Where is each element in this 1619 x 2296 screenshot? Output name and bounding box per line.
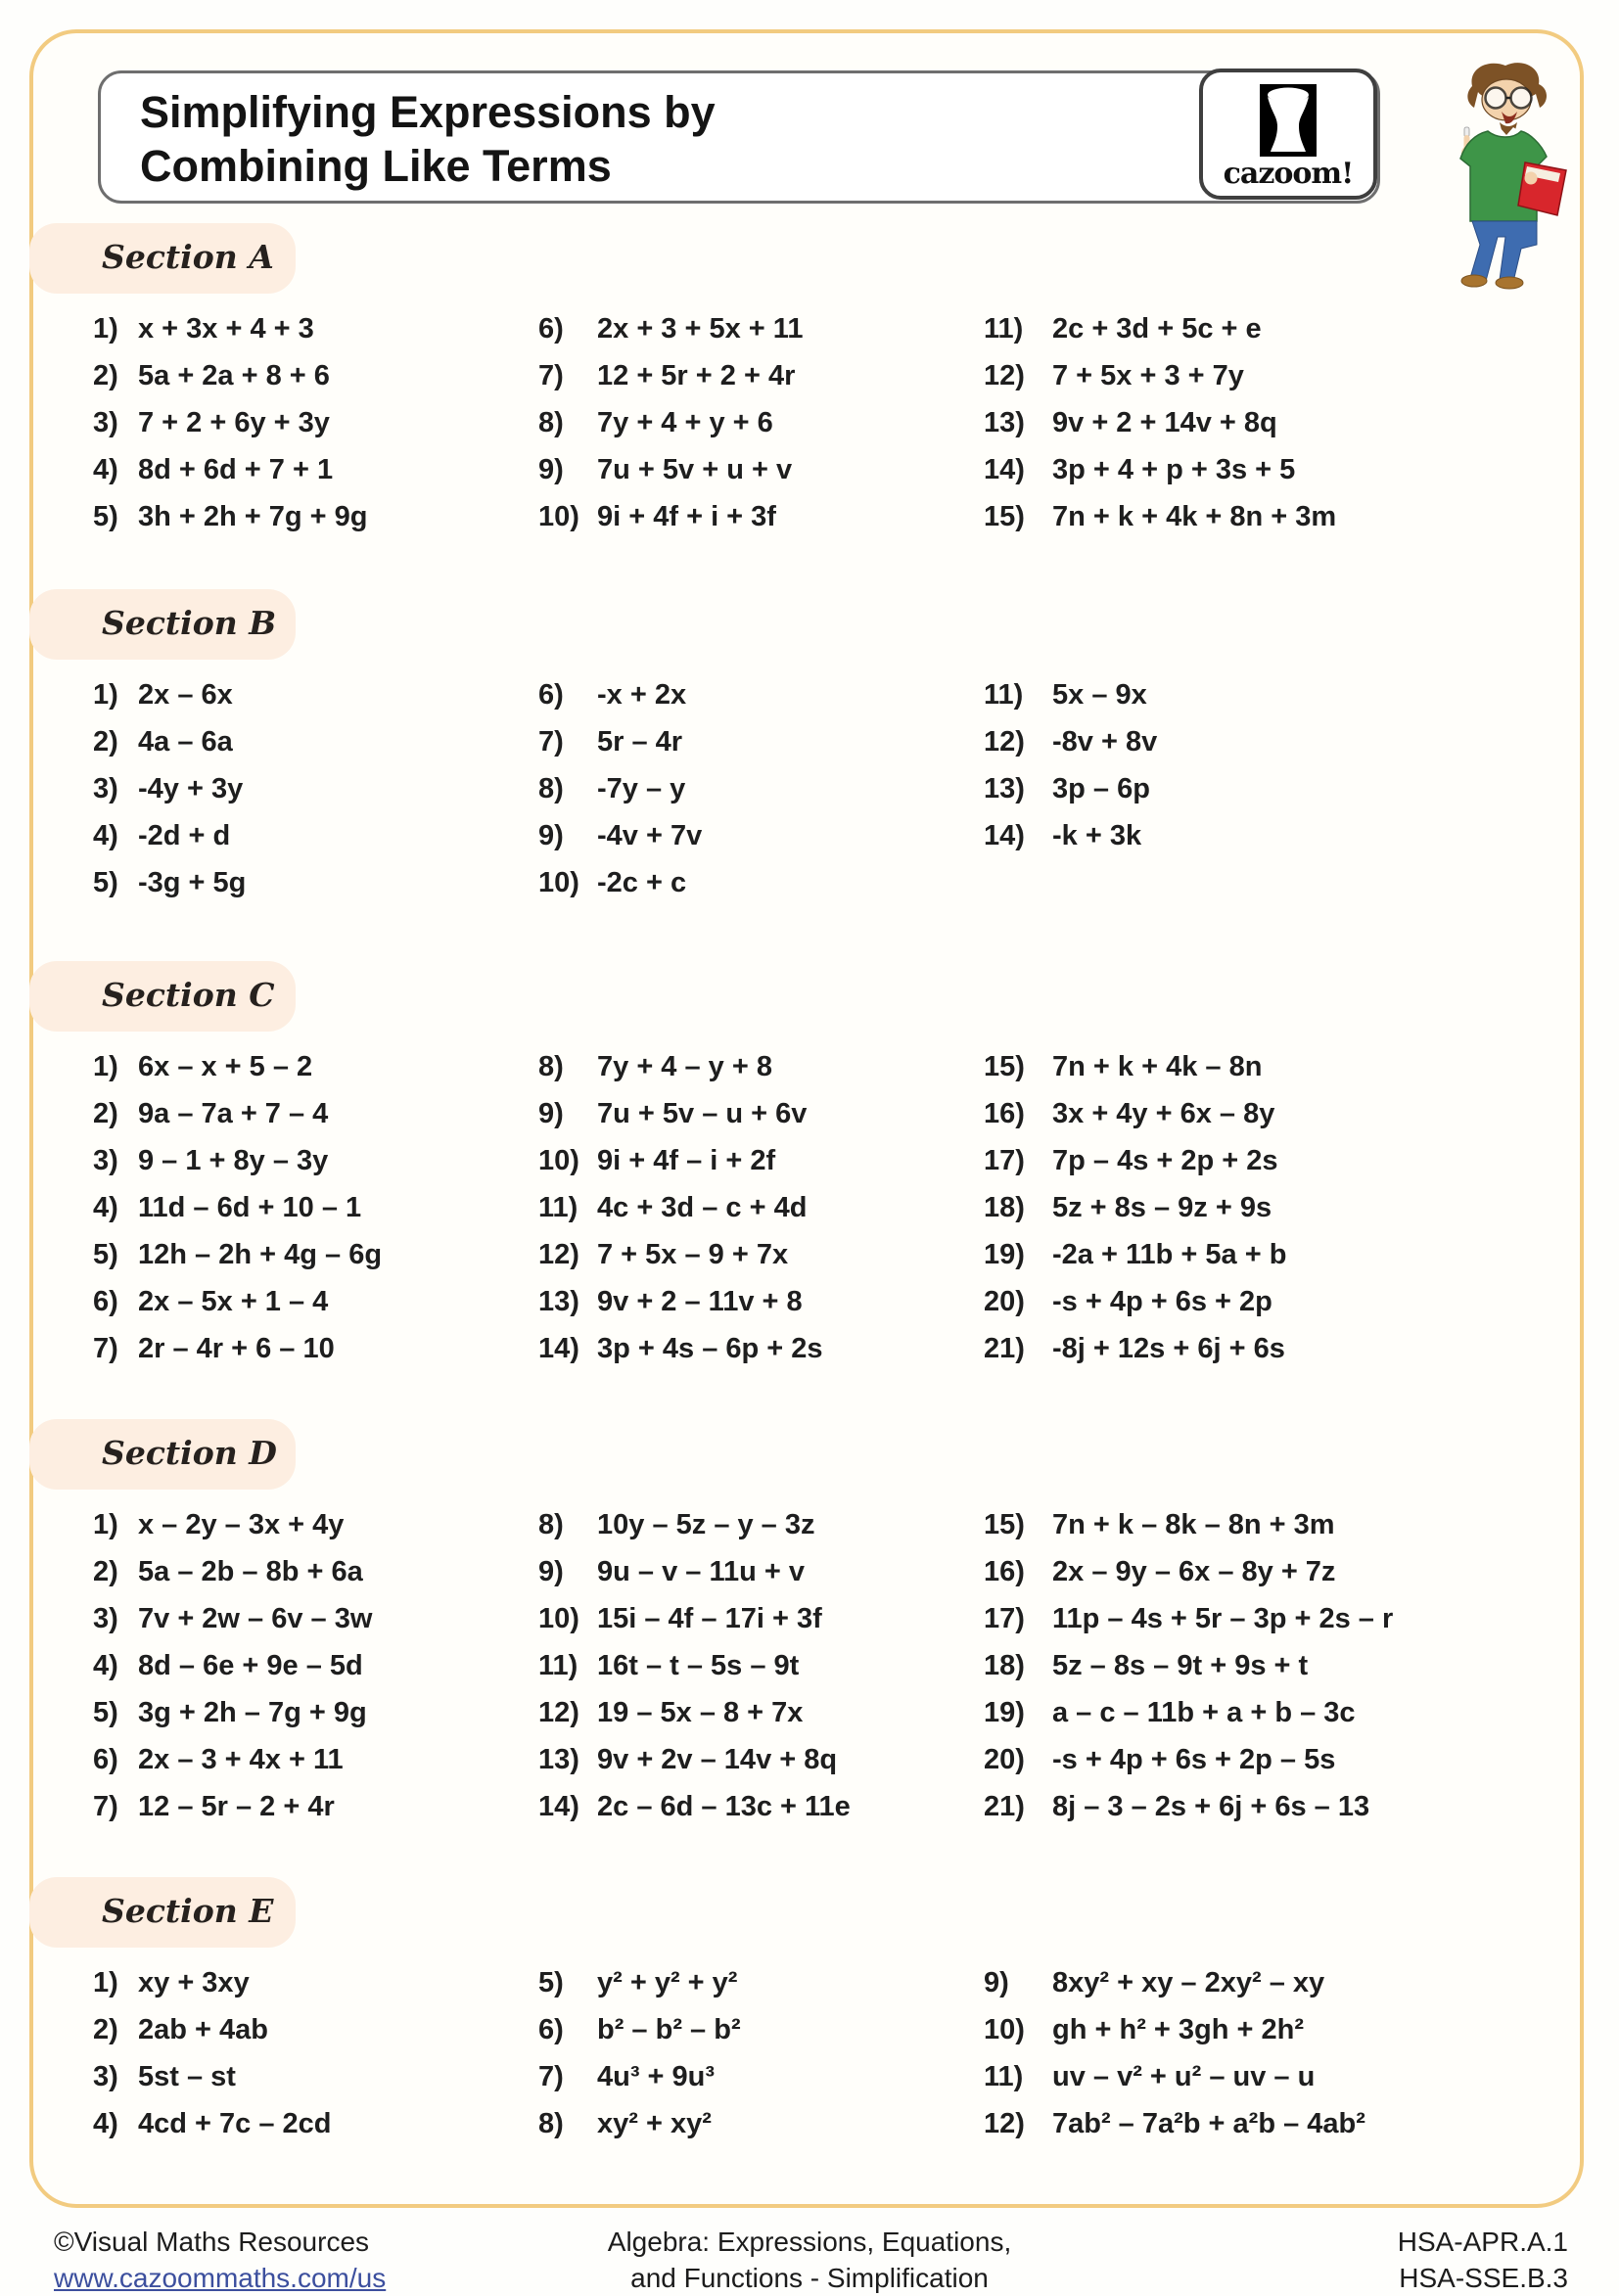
problem-expression: x – 2y – 3x + 4y xyxy=(138,1508,345,1540)
problem-expression: 9 – 1 + 8y – 3y xyxy=(138,1144,329,1176)
problem-expression: 3h + 2h + 7g + 9g xyxy=(138,500,368,532)
problem-item xyxy=(984,812,1157,859)
problem-expression: 2x – 6x xyxy=(138,678,233,711)
problem-item xyxy=(984,446,1336,493)
section-label: Section E xyxy=(102,1892,274,1930)
section-label: Section A xyxy=(102,238,274,276)
problem-number: 3) xyxy=(93,1602,118,1634)
problem-expression: 7 + 5x + 3 + 7y xyxy=(1052,359,1244,391)
page-title-line-2: Combining Like Terms xyxy=(140,141,612,191)
problem-expression: 15i – 4f – 17i + 3f xyxy=(597,1602,822,1634)
problem-expression: 4cd + 7c – 2cd xyxy=(138,2107,332,2139)
problem-number: 2) xyxy=(93,1097,118,1129)
problem-item xyxy=(538,2053,741,2100)
problems-column xyxy=(93,671,246,906)
problem-number: 10) xyxy=(538,1144,579,1176)
cazoom-logo-text: cazoom! xyxy=(1223,157,1354,191)
problem-item xyxy=(93,1501,372,1548)
problem-item xyxy=(538,2006,741,2053)
problem-number: 12) xyxy=(538,1696,579,1728)
problem-item xyxy=(984,1959,1365,2006)
problem-number: 1) xyxy=(93,312,118,344)
problems-column xyxy=(984,1501,1393,1830)
problem-number: 7) xyxy=(93,1332,118,1364)
problem-expression: -8v + 8v xyxy=(1052,725,1158,758)
problem-item xyxy=(538,1959,741,2006)
problem-number: 1) xyxy=(93,1050,118,1082)
problems-column xyxy=(93,1959,332,2147)
problem-number: 4) xyxy=(93,1649,118,1681)
problem-number: 4) xyxy=(93,2107,118,2139)
problem-number: 17) xyxy=(984,1144,1025,1176)
problem-number: 9) xyxy=(538,819,564,851)
problem-item xyxy=(93,765,246,812)
problem-number: 6) xyxy=(538,312,564,344)
problem-expression: 7 + 2 + 6y + 3y xyxy=(138,406,330,438)
problem-item xyxy=(93,1783,372,1830)
problem-item xyxy=(538,446,803,493)
problem-item xyxy=(984,1689,1393,1736)
problem-number: 9) xyxy=(538,453,564,485)
problem-number: 10) xyxy=(538,1602,579,1634)
problem-number: 5) xyxy=(93,1238,118,1270)
section-label: Section B xyxy=(102,604,277,642)
problem-item xyxy=(538,1090,823,1137)
problem-expression: 9i + 4f + i + 3f xyxy=(597,500,776,532)
problem-number: 4) xyxy=(93,1191,118,1223)
problem-expression: xy + 3xy xyxy=(138,1966,250,1998)
problem-item xyxy=(93,718,246,765)
problem-number: 21) xyxy=(984,1790,1025,1822)
problem-number: 16) xyxy=(984,1555,1025,1587)
problem-item xyxy=(538,1278,823,1325)
problem-item xyxy=(984,2053,1365,2100)
problem-item xyxy=(538,1137,823,1184)
problem-number: 1) xyxy=(93,1966,118,1998)
problem-number: 9) xyxy=(538,1555,564,1587)
problem-item xyxy=(984,718,1157,765)
problem-number: 9) xyxy=(984,1966,1009,1998)
problem-expression: -2a + 11b + 5a + b xyxy=(1052,1238,1287,1270)
problem-expression: -2d + d xyxy=(138,819,231,851)
problem-item xyxy=(93,1231,382,1278)
problem-expression: 7n + k + 4k + 8n + 3m xyxy=(1052,500,1337,532)
problem-item xyxy=(93,2006,332,2053)
problem-number: 2) xyxy=(93,359,118,391)
problem-number: 2) xyxy=(93,2013,118,2045)
problem-item xyxy=(984,352,1336,399)
footer-copyright: ©Visual Maths Resources xyxy=(54,2227,370,2257)
problem-expression: 7v + 2w – 6v – 3w xyxy=(138,1602,373,1634)
title-box xyxy=(98,70,1380,204)
problems-column xyxy=(93,305,368,540)
problem-number: 13) xyxy=(538,1285,579,1317)
problem-number: 7) xyxy=(538,359,564,391)
problem-number: 12) xyxy=(984,359,1025,391)
problems-column xyxy=(93,1501,372,1830)
problems-column xyxy=(984,1043,1286,1372)
problem-item xyxy=(984,1595,1393,1642)
problem-item xyxy=(984,1090,1286,1137)
problem-item xyxy=(984,1783,1393,1830)
problem-number: 1) xyxy=(93,1508,118,1540)
problems-column xyxy=(538,305,803,540)
footer-standard-1: HSA-APR.A.1 xyxy=(1397,2227,1568,2257)
problems-column xyxy=(538,671,702,906)
problem-expression: 12h – 2h + 4g – 6g xyxy=(138,1238,383,1270)
problem-number: 6) xyxy=(93,1285,118,1317)
problem-expression: 5z + 8s – 9z + 9s xyxy=(1052,1191,1272,1223)
section-label: Section C xyxy=(102,976,275,1014)
problem-expression: -2c + c xyxy=(597,866,687,898)
problem-expression: -4y + 3y xyxy=(138,772,244,804)
problem-expression: y² + y² + y² xyxy=(597,1966,738,1998)
problem-number: 7) xyxy=(93,1790,118,1822)
problem-number: 18) xyxy=(984,1191,1025,1223)
problem-number: 8) xyxy=(538,406,564,438)
problem-expression: 2x – 3 + 4x + 11 xyxy=(138,1743,344,1775)
problem-number: 15) xyxy=(984,500,1025,532)
problem-expression: 7 + 5x – 9 + 7x xyxy=(597,1238,789,1270)
problem-expression: 5z – 8s – 9t + 9s + t xyxy=(1052,1649,1309,1681)
problem-item xyxy=(93,446,368,493)
problem-expression: 7ab² – 7a²b + a²b – 4ab² xyxy=(1052,2107,1365,2139)
problem-expression: -4v + 7v xyxy=(597,819,703,851)
problem-item xyxy=(93,1278,382,1325)
problem-expression: xy² + xy² xyxy=(597,2107,712,2139)
problem-item xyxy=(538,1043,823,1090)
problem-item xyxy=(984,1548,1393,1595)
problem-number: 11) xyxy=(984,312,1024,344)
problem-number: 19) xyxy=(984,1696,1025,1728)
problem-number: 20) xyxy=(984,1743,1025,1775)
problem-item xyxy=(984,1278,1286,1325)
problem-item xyxy=(93,1548,372,1595)
problem-item xyxy=(984,399,1336,446)
problem-item xyxy=(538,812,702,859)
problems-column xyxy=(984,1959,1365,2147)
problem-number: 14) xyxy=(984,819,1025,851)
problem-number: 12) xyxy=(984,725,1025,758)
problem-item xyxy=(538,765,702,812)
section-header xyxy=(29,223,296,294)
problem-number: 4) xyxy=(93,819,118,851)
problem-expression: 9v + 2v – 14v + 8q xyxy=(597,1743,838,1775)
problem-item xyxy=(984,1501,1393,1548)
problem-item xyxy=(538,1642,851,1689)
problem-number: 11) xyxy=(538,1191,578,1223)
problem-expression: 4a – 6a xyxy=(138,725,233,758)
problem-number: 15) xyxy=(984,1050,1025,1082)
problem-item xyxy=(93,671,246,718)
problem-number: 2) xyxy=(93,1555,118,1587)
problem-item xyxy=(93,812,246,859)
problem-item xyxy=(984,1231,1286,1278)
problem-expression: 7u + 5v – u + 6v xyxy=(597,1097,808,1129)
problem-item xyxy=(538,399,803,446)
problem-expression: 3p + 4s – 6p + 2s xyxy=(597,1332,823,1364)
problem-expression: 9i + 4f – i + 2f xyxy=(597,1144,776,1176)
problem-number: 4) xyxy=(93,453,118,485)
footer-right xyxy=(1398,2224,1568,2296)
problem-number: 5) xyxy=(538,1966,564,1998)
problem-expression: 9v + 2 – 11v + 8 xyxy=(597,1285,803,1317)
problem-expression: 7n + k + 4k – 8n xyxy=(1052,1050,1263,1082)
problem-expression: 9a – 7a + 7 – 4 xyxy=(138,1097,329,1129)
problem-item xyxy=(984,1325,1286,1372)
problem-number: 10) xyxy=(984,2013,1025,2045)
problem-expression: -k + 3k xyxy=(1052,819,1142,851)
page-title xyxy=(101,73,1377,193)
problem-expression: 7n + k – 8k – 8n + 3m xyxy=(1052,1508,1335,1540)
problem-expression: 2c – 6d – 13c + 11e xyxy=(597,1790,851,1822)
problem-expression: uv – v² + u² – uv – u xyxy=(1052,2060,1316,2092)
problem-number: 6) xyxy=(538,678,564,711)
problem-number: 3) xyxy=(93,772,118,804)
problem-item xyxy=(93,2100,332,2147)
problem-item xyxy=(984,305,1336,352)
problem-number: 7) xyxy=(538,2060,564,2092)
problem-item xyxy=(538,1595,851,1642)
problem-number: 9) xyxy=(538,1097,564,1129)
problem-item xyxy=(93,493,368,540)
problem-item xyxy=(538,1184,823,1231)
problem-number: 11) xyxy=(984,2060,1024,2092)
problem-expression: 16t – t – 5s – 9t xyxy=(597,1649,800,1681)
problem-expression: gh + h² + 3gh + 2h² xyxy=(1052,2013,1305,2045)
problem-item xyxy=(538,1783,851,1830)
problem-expression: -s + 4p + 6s + 2p xyxy=(1052,1285,1272,1317)
problem-number: 11) xyxy=(538,1649,578,1681)
problems-column xyxy=(984,671,1157,859)
problem-expression: 3x + 4y + 6x – 8y xyxy=(1052,1097,1275,1129)
problem-number: 3) xyxy=(93,2060,118,2092)
teacher-mascot-illustration xyxy=(1411,57,1596,295)
problem-number: 3) xyxy=(93,406,118,438)
problem-item xyxy=(93,1959,332,2006)
problem-item xyxy=(93,1090,382,1137)
problems-column xyxy=(984,305,1336,540)
problem-expression: 2ab + 4ab xyxy=(138,2013,268,2045)
problem-expression: 7p – 4s + 2p + 2s xyxy=(1052,1144,1278,1176)
problem-item xyxy=(984,1642,1393,1689)
problem-number: 5) xyxy=(93,1696,118,1728)
problem-item xyxy=(538,305,803,352)
footer-left xyxy=(54,2224,386,2296)
problem-number: 10) xyxy=(538,500,579,532)
problem-item xyxy=(984,2100,1365,2147)
section-header xyxy=(29,961,296,1032)
problem-number: 17) xyxy=(984,1602,1025,1634)
problem-expression: 8j – 3 – 2s + 6j + 6s – 13 xyxy=(1052,1790,1370,1822)
drum-logo-icon xyxy=(1260,84,1317,157)
problem-item xyxy=(984,1043,1286,1090)
problem-expression: -s + 4p + 6s + 2p – 5s xyxy=(1052,1743,1336,1775)
problem-item xyxy=(984,2006,1365,2053)
section-label: Section D xyxy=(102,1434,277,1472)
problems-column xyxy=(538,1959,741,2147)
problem-number: 12) xyxy=(538,1238,579,1270)
problem-number: 14) xyxy=(538,1332,579,1364)
cazoom-logo xyxy=(1199,69,1377,200)
problem-item xyxy=(93,1137,382,1184)
problem-item xyxy=(538,671,702,718)
problem-expression: 6x – x + 5 – 2 xyxy=(138,1050,313,1082)
problem-expression: 2x + 3 + 5x + 11 xyxy=(597,312,804,344)
problem-number: 14) xyxy=(538,1790,579,1822)
problem-number: 5) xyxy=(93,866,118,898)
problem-number: 18) xyxy=(984,1649,1025,1681)
problem-number: 6) xyxy=(538,2013,564,2045)
problem-number: 21) xyxy=(984,1332,1025,1364)
problem-number: 8) xyxy=(538,2107,564,2139)
problem-number: 3) xyxy=(93,1144,118,1176)
problem-expression: 3p – 6p xyxy=(1052,772,1150,804)
problem-expression: 2x – 9y – 6x – 8y + 7z xyxy=(1052,1555,1336,1587)
problem-number: 8) xyxy=(538,1050,564,1082)
problem-expression: 7y + 4 – y + 8 xyxy=(597,1050,772,1082)
problem-item xyxy=(93,2053,332,2100)
problem-item xyxy=(93,1184,382,1231)
problem-item xyxy=(538,2100,741,2147)
problem-expression: 9u – v – 11u + v xyxy=(597,1555,806,1587)
problem-item xyxy=(984,765,1157,812)
problem-expression: -7y – y xyxy=(597,772,686,804)
problem-expression: b² – b² – b² xyxy=(597,2013,741,2045)
problem-item xyxy=(538,859,702,906)
problem-expression: 5x – 9x xyxy=(1052,678,1147,711)
problem-expression: 2r – 4r + 6 – 10 xyxy=(138,1332,335,1364)
footer-topic-line-1: Algebra: Expressions, Equations, xyxy=(607,2227,1012,2257)
problem-number: 19) xyxy=(984,1238,1025,1270)
footer-website-link[interactable]: www.cazoommaths.com/us xyxy=(54,2263,387,2293)
problem-expression: 5r – 4r xyxy=(597,725,683,758)
problem-item xyxy=(538,1501,851,1548)
problem-expression: 11p – 4s + 5r – 3p + 2s – r xyxy=(1052,1602,1394,1634)
problem-item xyxy=(538,1689,851,1736)
footer-topic-line-2: and Functions - Simplification xyxy=(630,2263,989,2293)
problem-item xyxy=(538,1325,823,1372)
problem-expression: 5st – st xyxy=(138,2060,236,2092)
problem-expression: 19 – 5x – 8 + 7x xyxy=(597,1696,804,1728)
problem-expression: 5a + 2a + 8 + 6 xyxy=(138,359,330,391)
problem-expression: 4u³ + 9u³ xyxy=(597,2060,716,2092)
problem-item xyxy=(984,1137,1286,1184)
problem-expression: 8d – 6e + 9e – 5d xyxy=(138,1649,363,1681)
footer-center xyxy=(608,2224,1011,2296)
problem-item xyxy=(93,859,246,906)
problem-number: 11) xyxy=(984,678,1024,711)
problem-item xyxy=(93,305,368,352)
problem-item xyxy=(538,718,702,765)
problem-number: 1) xyxy=(93,678,118,711)
problem-number: 13) xyxy=(984,772,1025,804)
problem-expression: 11d – 6d + 10 – 1 xyxy=(138,1191,362,1223)
footer-standard-2: HSA-SSE.B.3 xyxy=(1399,2263,1568,2293)
problem-item xyxy=(93,1043,382,1090)
problem-item xyxy=(93,1689,372,1736)
problem-number: 13) xyxy=(984,406,1025,438)
problem-number: 6) xyxy=(93,1743,118,1775)
problem-item xyxy=(538,1736,851,1783)
problems-column xyxy=(538,1043,823,1372)
problem-number: 7) xyxy=(538,725,564,758)
problem-expression: -8j + 12s + 6j + 6s xyxy=(1052,1332,1285,1364)
problem-item xyxy=(93,399,368,446)
problem-expression: 10y – 5z – y – 3z xyxy=(597,1508,815,1540)
section-header xyxy=(29,1419,296,1490)
problem-item xyxy=(93,1736,372,1783)
problem-expression: 8xy² + xy – 2xy² – xy xyxy=(1052,1966,1325,1998)
problem-item xyxy=(538,493,803,540)
problem-expression: 5a – 2b – 8b + 6a xyxy=(138,1555,363,1587)
problem-item xyxy=(93,1642,372,1689)
problem-number: 8) xyxy=(538,772,564,804)
problem-item xyxy=(984,1736,1393,1783)
problem-expression: a – c – 11b + a + b – 3c xyxy=(1052,1696,1356,1728)
problem-number: 12) xyxy=(984,2107,1025,2139)
problem-item xyxy=(93,1325,382,1372)
problem-item xyxy=(538,352,803,399)
problem-item xyxy=(93,352,368,399)
problem-number: 14) xyxy=(984,453,1025,485)
problem-number: 15) xyxy=(984,1508,1025,1540)
problem-expression: 7y + 4 + y + 6 xyxy=(597,406,773,438)
problem-expression: 3p + 4 + p + 3s + 5 xyxy=(1052,453,1296,485)
section-header xyxy=(29,1877,296,1948)
problem-number: 20) xyxy=(984,1285,1025,1317)
problem-expression: 2c + 3d + 5c + e xyxy=(1052,312,1262,344)
problem-expression: 12 + 5r + 2 + 4r xyxy=(597,359,796,391)
problem-expression: 9v + 2 + 14v + 8q xyxy=(1052,406,1277,438)
problem-expression: x + 3x + 4 + 3 xyxy=(138,312,314,344)
problem-number: 13) xyxy=(538,1743,579,1775)
page-title-line-1: Simplifying Expressions by xyxy=(140,87,716,137)
problems-column xyxy=(538,1501,851,1830)
problem-item xyxy=(984,493,1336,540)
problem-number: 2) xyxy=(93,725,118,758)
problem-expression: 12 – 5r – 2 + 4r xyxy=(138,1790,335,1822)
problem-number: 10) xyxy=(538,866,579,898)
problem-item xyxy=(538,1231,823,1278)
problem-item xyxy=(984,1184,1286,1231)
problems-column xyxy=(93,1043,382,1372)
problem-expression: 7u + 5v + u + v xyxy=(597,453,793,485)
problem-item xyxy=(984,671,1157,718)
problem-expression: -3g + 5g xyxy=(138,866,247,898)
problem-expression: 8d + 6d + 7 + 1 xyxy=(138,453,334,485)
problem-item xyxy=(93,1595,372,1642)
section-header xyxy=(29,589,296,660)
problem-number: 5) xyxy=(93,500,118,532)
problem-expression: 4c + 3d – c + 4d xyxy=(597,1191,808,1223)
problem-number: 8) xyxy=(538,1508,564,1540)
problem-number: 16) xyxy=(984,1097,1025,1129)
problem-expression: -x + 2x xyxy=(597,678,687,711)
problem-item xyxy=(538,1548,851,1595)
problem-expression: 3g + 2h – 7g + 9g xyxy=(138,1696,367,1728)
problem-expression: 2x – 5x + 1 – 4 xyxy=(138,1285,329,1317)
